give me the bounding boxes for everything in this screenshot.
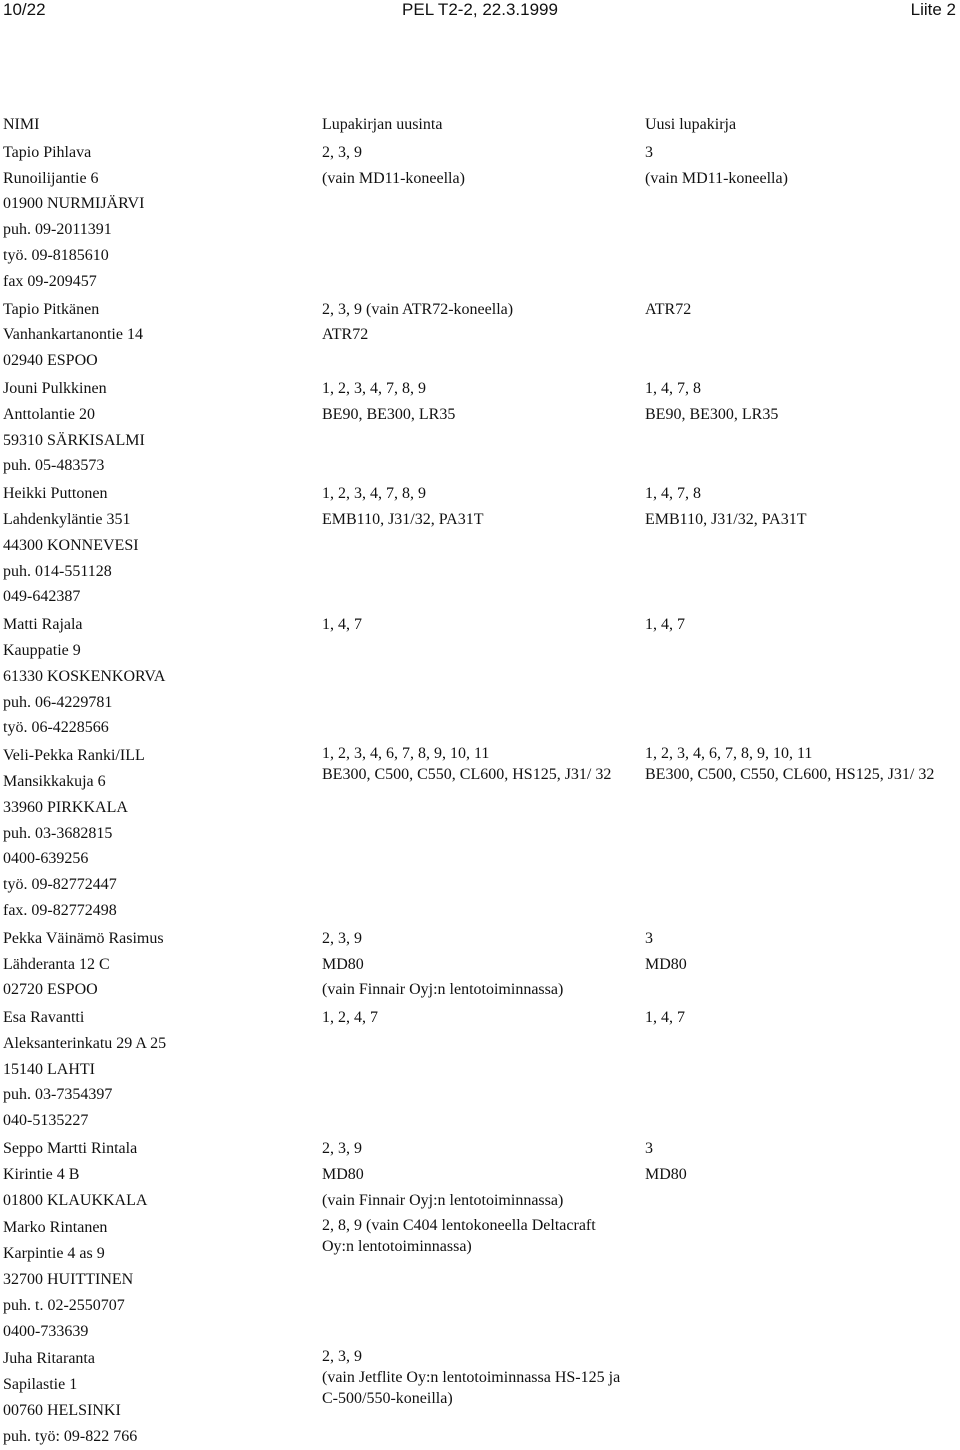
renewal-cell [322,1346,645,1449]
contact-line: fax. 09-82772498 [3,901,117,919]
new-license-line: MD80 [645,955,687,973]
renewal-cell [322,376,645,479]
contact-line: Veli-Pekka Ranki/ILL [3,747,145,765]
contact-line: puh. 09-2011391 [3,221,112,239]
contact-cell [0,376,322,479]
contact-cell [0,1005,322,1134]
new-license-line: BE90, BE300, LR35 [645,405,779,423]
contact-line: puh. 06-4229781 [3,693,113,711]
new-license-cell [645,1136,960,1213]
new-license-line: 3 [645,143,653,161]
license-table [0,112,960,1450]
appendix-label: Liite 2 [910,0,956,19]
contact-line: Vanhankartanontie 14 [3,326,143,344]
renewal-line: 2, 3, 9 [322,143,362,161]
contact-line: fax 09-209457 [3,272,97,290]
renewal-cell [322,1136,645,1213]
contact-line: Heikki Puttonen [3,485,108,503]
contact-line: Aleksanterinkatu 29 A 25 [3,1034,167,1052]
contact-line: puh. 03-3682815 [3,824,113,842]
new-license-cell [645,1346,960,1449]
new-license-cell [645,376,960,479]
contact-line: puh. työ: 09-822 766 [3,1427,138,1445]
renewal-cell [322,481,645,610]
new-license-line: (vain MD11-koneella) [645,169,788,187]
page-number: 10/22 [3,0,46,19]
contact-line: 59310 SÄRKISALMI [3,431,145,449]
renewal-line: 2, 3, 9 [322,929,362,947]
table-row [0,481,960,610]
new-license-cell [645,1005,960,1134]
table-body [0,140,960,1450]
contact-line: työ. 09-8185610 [3,246,109,264]
table-header-row [0,112,960,138]
contact-line: työ. 06-4228566 [3,719,109,737]
table-row [0,297,960,374]
contact-line: 00760 HELSINKI [3,1402,121,1420]
new-license-line: 1, 2, 3, 4, 6, 7, 8, 9, 10, 11 [645,745,813,763]
table-row [0,1136,960,1213]
contact-line: Lahdenkyläntie 351 [3,510,131,528]
contact-line: Lähderanta 12 C [3,955,110,973]
contact-line: puh. 03-7354397 [3,1086,113,1104]
new-license-line: 1, 4, 7 [645,616,685,634]
contact-line: Matti Rajala [3,616,83,634]
contact-line: Tapio Pihlava [3,143,92,161]
contact-line: 33960 PIRKKALA [3,798,128,816]
renewal-line: 2, 3, 9 [322,1140,362,1158]
contact-line: Esa Ravantti [3,1009,85,1027]
contact-line: Karpintie 4 as 9 [3,1245,105,1263]
contact-line: 01900 NURMIJÄRVI [3,195,145,213]
table-row [0,1005,960,1134]
renewal-cell [322,926,645,1003]
new-license-line: 3 [645,929,653,947]
contact-cell [0,743,322,924]
new-license-line: 1, 4, 7, 8 [645,379,701,397]
new-license-line: BE300, C500, C550, CL600, HS125, J31/ 32 [645,766,935,784]
contact-cell [0,1136,322,1213]
contact-line: 01800 KLAUKKALA [3,1191,148,1209]
renewal-cell [322,1005,645,1134]
contact-line: 0400-733639 [3,1322,89,1340]
column-header-new-license: Uusi lupakirja [645,116,737,133]
contact-line: työ. 09-82772447 [3,876,117,894]
column-header-renewal: Lupakirjan uusinta [322,116,443,133]
new-license-cell [645,612,960,741]
renewal-line: 2, 3, 9 [322,1348,362,1366]
contact-line: 0400-639256 [3,850,89,868]
contact-cell [0,612,322,741]
renewal-line: 1, 4, 7 [322,616,362,634]
document-reference: PEL T2-2, 22.3.1999 [402,0,558,19]
renewal-line: (vain Finnair Oyj:n lentotoiminnassa) [322,981,564,999]
contact-line: Runoilijantie 6 [3,169,99,187]
renewal-line: 1, 2, 3, 4, 7, 8, 9 [322,485,426,503]
renewal-cell [322,612,645,741]
renewal-line: (vain MD11-koneella) [322,169,465,187]
renewal-line: MD80 [322,1165,364,1183]
contact-cell [0,926,322,1003]
contact-line: puh. 05-483573 [3,457,105,475]
contact-line: Juha Ritaranta [3,1350,95,1368]
renewal-line: 1, 2, 3, 4, 7, 8, 9 [322,379,426,397]
renewal-line: (vain Finnair Oyj:n lentotoiminnassa) [322,1191,564,1209]
contact-line: Kauppatie 9 [3,641,81,659]
contact-line: Sapilastie 1 [3,1376,78,1394]
contact-cell [0,481,322,610]
renewal-line: BE90, BE300, LR35 [322,405,456,423]
new-license-line: 1, 4, 7, 8 [645,485,701,503]
renewal-line: MD80 [322,955,364,973]
renewal-cell [322,1215,645,1344]
renewal-line: 2, 3, 9 (vain ATR72-koneella) [322,300,514,318]
contact-line: 02940 ESPOO [3,352,98,370]
new-license-cell [645,743,960,924]
contact-line: 32700 HUITTINEN [3,1271,134,1289]
renewal-line: ATR72 [322,326,369,344]
table-row [0,1346,960,1449]
renewal-cell [322,743,645,924]
table-row [0,612,960,741]
renewal-line: 1, 2, 4, 7 [322,1009,378,1027]
new-license-line: ATR72 [645,300,692,318]
contact-line: Kirintie 4 B [3,1165,80,1183]
table-row [0,1215,960,1344]
contact-line: puh. 014-551128 [3,562,112,580]
contact-line: Tapio Pitkänen [3,300,100,318]
table-row [0,140,960,295]
new-license-cell [645,140,960,295]
contact-line: Anttolantie 20 [3,405,95,423]
contact-cell [0,1346,322,1449]
renewal-line: BE300, C500, C550, CL600, HS125, J31/ 32 [322,766,612,784]
contact-line: 61330 KOSKENKORVA [3,667,166,685]
new-license-cell [645,926,960,1003]
new-license-cell [645,1215,960,1344]
contact-line: 049-642387 [3,588,81,606]
contact-line: Seppo Martti Rintala [3,1140,138,1158]
contact-line: Mansikkakuja 6 [3,772,106,790]
renewal-line: EMB110, J31/32, PA31T [322,510,484,528]
contact-cell [0,297,322,374]
contact-line: Marko Rintanen [3,1219,108,1237]
renewal-line: 1, 2, 3, 4, 6, 7, 8, 9, 10, 11 [322,745,490,763]
renewal-line: 2, 8, 9 (vain C404 lentokoneella Deltacraft Oy:n lentotoiminnassa) [322,1217,596,1256]
renewal-line: (vain Jetflite Oy:n lentotoiminnassa HS-125 ja C-500/550-koneilla) [322,1369,621,1408]
renewal-cell [322,297,645,374]
contact-line: 15140 LAHTI [3,1060,95,1078]
contact-line: puh. t. 02-2550707 [3,1296,125,1314]
column-header-name: NIMI [3,116,40,133]
contact-line: 02720 ESPOO [3,981,98,999]
new-license-line: 1, 4, 7 [645,1009,685,1027]
table-row [0,376,960,479]
table-row [0,743,960,924]
contact-line: Jouni Pulkkinen [3,379,107,397]
table-row [0,926,960,1003]
new-license-line: MD80 [645,1165,687,1183]
page-header [0,0,960,20]
new-license-cell [645,297,960,374]
contact-cell [0,140,322,295]
contact-cell [0,1215,322,1344]
contact-line: 44300 KONNEVESI [3,536,139,554]
new-license-line: EMB110, J31/32, PA31T [645,510,807,528]
renewal-cell [322,140,645,295]
new-license-cell [645,481,960,610]
contact-line: 040-5135227 [3,1112,89,1130]
new-license-line: 3 [645,1140,653,1158]
contact-line: Pekka Väinämö Rasimus [3,929,164,947]
